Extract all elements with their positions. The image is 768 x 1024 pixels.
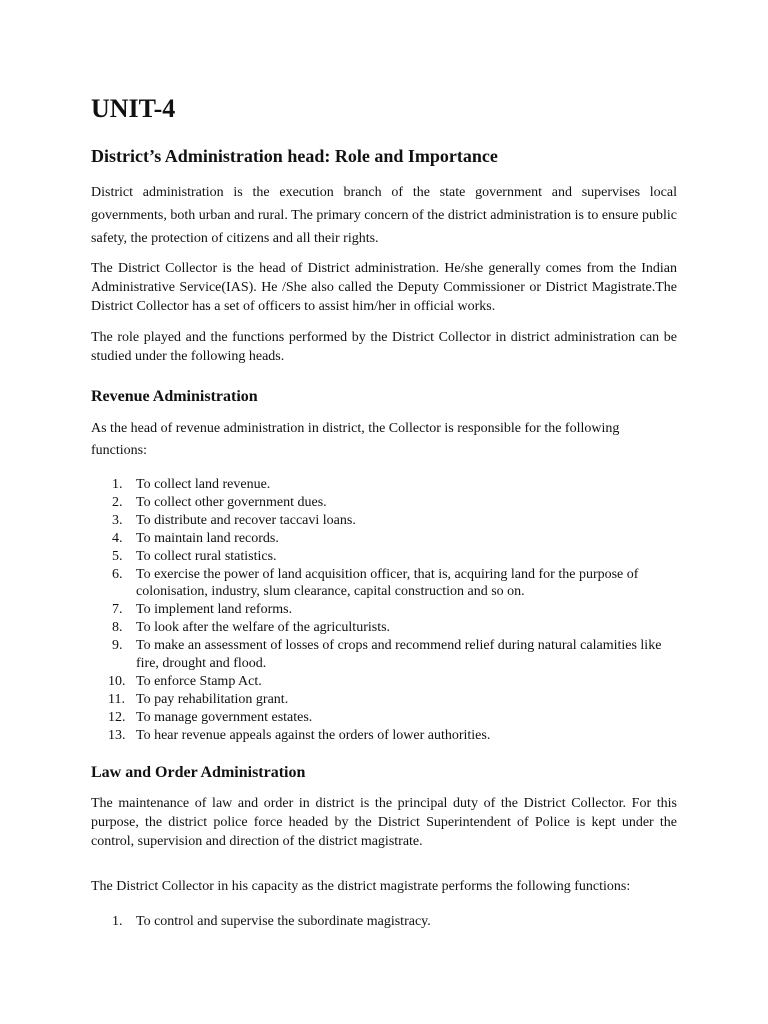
list-number: 4.	[112, 530, 123, 546]
page-title: District’s Administration head: Role and Importance	[91, 146, 498, 166]
list-number: 8.	[112, 620, 123, 636]
list-number: 2.	[112, 494, 123, 510]
list-text: To hear revenue appeals against the orders of lower authorities.	[136, 727, 491, 743]
list-item	[91, 601, 677, 619]
list-item	[91, 637, 677, 673]
revenue-functions-list	[91, 476, 677, 745]
list-text: To make an assessment of losses of crops and recommend relief during natural calamities like fire, drought and flood.	[136, 638, 662, 672]
magistrate-functions-list	[91, 913, 677, 931]
law-order-paragraph-2: The District Collector in his capacity as the district magistrate performs the following functions:	[91, 878, 631, 894]
list-number: 1.	[112, 477, 123, 492]
list-item	[91, 913, 677, 931]
list-text: To enforce Stamp Act.	[136, 673, 262, 689]
list-item	[91, 494, 677, 512]
list-number: 11.	[108, 691, 125, 707]
list-number: 6.	[112, 566, 123, 582]
list-number: 13.	[108, 727, 126, 743]
list-item	[91, 512, 677, 530]
list-item	[91, 673, 677, 691]
intro-paragraph-3: The role played and the functions performed by the District Collector in district administration can be studied under the following heads.	[91, 330, 677, 364]
revenue-administration-heading: Revenue Administration	[91, 388, 258, 405]
list-text: To control and supervise the subordinate magistracy.	[136, 913, 431, 929]
list-item	[91, 530, 677, 548]
list-number: 1.	[112, 913, 123, 929]
list-text: To collect land revenue.	[136, 477, 271, 492]
list-text: To distribute and recover taccavi loans.	[136, 512, 356, 528]
revenue-intro: As the head of revenue administration in district, the Collector is responsible for the following functions:	[91, 421, 620, 458]
intro-paragraph-1: District administration is the execution branch of the state government and supervises local governments, both urban and rural. The primary concern of the district administration is to ensure public safety, the protection of citizens and all their rights.	[91, 185, 677, 246]
list-number: 7.	[112, 602, 123, 618]
list-item	[91, 566, 677, 602]
law-order-paragraph-1: The maintenance of law and order in district is the principal duty of the District Collector. For this purpose, the district police force headed by the District Superintendent of Police is kept under the control, supervision and direction of the district magistrate.	[91, 795, 677, 849]
list-item	[91, 476, 677, 494]
unit-title: UNIT-4	[91, 94, 176, 123]
list-number: 12.	[108, 709, 126, 725]
document-content	[91, 92, 677, 948]
list-text: To maintain land records.	[136, 530, 279, 546]
list-text: To manage government estates.	[136, 709, 313, 725]
list-text: To exercise the power of land acquisition officer, that is, acquiring land for the purpose of colonisation, industry, slum clearance, capital construction and so on.	[136, 566, 639, 600]
list-item	[91, 727, 677, 745]
list-item	[91, 619, 677, 637]
list-text: To implement land reforms.	[136, 602, 293, 618]
list-text: To pay rehabilitation grant.	[136, 691, 289, 707]
list-number: 3.	[112, 512, 123, 528]
list-text: To look after the welfare of the agriculturists.	[136, 620, 391, 636]
intro-paragraph-2: The District Collector is the head of District administration. He/she generally comes from the Indian Administrative Service(IAS). He /She also called the Deputy Commissioner or District Magistrate.The District Collector has a set of officers to assist him/her in official works.	[91, 261, 677, 314]
list-text: To collect other government dues.	[136, 494, 327, 510]
list-number: 9.	[112, 638, 123, 654]
list-number: 5.	[112, 548, 123, 564]
law-order-heading: Law and Order Administration	[91, 763, 306, 781]
list-item	[91, 709, 677, 727]
list-number: 10.	[108, 673, 126, 689]
list-item	[91, 691, 677, 709]
list-text: To collect rural statistics.	[136, 548, 277, 564]
list-item	[91, 548, 677, 566]
